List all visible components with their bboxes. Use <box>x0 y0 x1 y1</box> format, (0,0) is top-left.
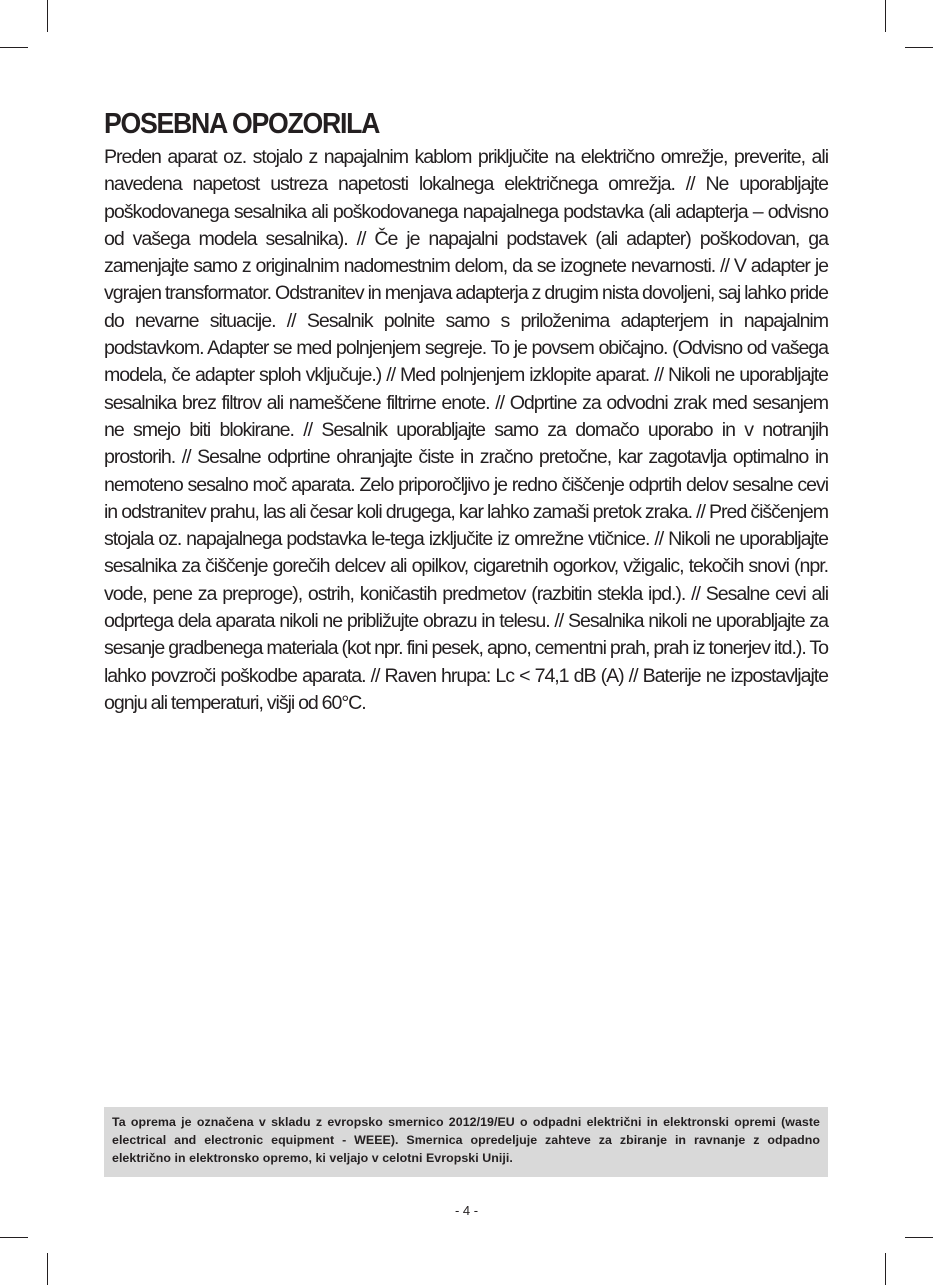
page-title: POSEBNA OPOZORILA <box>104 108 380 140</box>
crop-mark-top-left-vertical <box>47 0 48 32</box>
crop-mark-top-right-vertical <box>885 0 886 32</box>
crop-mark-top-right-horizontal <box>905 47 933 48</box>
page-number: - 4 - <box>454 1203 479 1218</box>
warnings-body: Preden aparat oz. stojalo z napajalnim kablom priključite na električno omrežje, preverite, ali navedena napetost ustreza napetosti lokalnega električnega omrežja. // Ne uporabljajte poškodovanega sesalnika ali poškodovanega napajalnega podstavka (ali adapterja – odvisno od vašega modela sesalnika). // Če je napajalni podstavek (ali adapter) poškodovan, ga zamenjajte samo z originalnim nadomestnim delom, da se izognete nevarnosti. // V adapter je vgrajen transformator. Odstranitev in menjava adapterja z drugim nista dovoljeni, saj lahko pride do nevarne situacije. // Sesalnik polnite samo s priloženima adapterjem in napajalnim podstavkom. Adapter se med polnjenjem segreje. To je povsem običajno. (Odvisno od vašega modela, če adapter sploh vključuje.) // Med polnjenjem izklopite aparat. // Nikoli ne uporabljajte sesalnika brez filtrov ali nameščene filtrirne enote. // Odprtine za odvodni zrak med sesanjem ne smejo biti blokirane. // Sesalnik uporabljajte samo za domačo uporabo in v notranjih prostorih. // Sesalne odprtine ohranjajte čiste in zračno pretočne, kar zagotavlja optimalno in nemoteno sesalno moč aparata. Zelo priporočljivo je redno čiščenje odprtih delov sesalne cevi in odstranitev prahu, las ali česar koli drugega, kar lahko zamaši pretok zraka. // Pred čiščenjem stojala oz. napajalnega podstavka le-tega izključite iz omrežne vtičnice. // Nikoli ne uporabljajte sesalnika za čiščenje gorečih delcev ali opilkov, cigaretnih ogorkov, vžigalic, tekočih snovi (npr. vode, pene za preproge), ostrih, koničastih predmetov (razbitin stekla ipd.). // Sesalne cevi ali odprtega dela aparata nikoli ne približujte obrazu in telesu. // Sesalnika nikoli ne uporabljajte za sesanje gradbenega materiala (kot npr. fini pesek, apno, cementni prah, prah iz tonerjev itd.). To lahko povzroči poškodbe aparata. // Raven hrupa: Lc < 74,1 dB (A) // Baterije ne izpostavljajte ognju ali temperaturi, višji od 60°C. <box>104 146 828 714</box>
crop-mark-bottom-left-vertical <box>47 1253 48 1285</box>
crop-mark-bottom-right-vertical <box>885 1253 886 1285</box>
crop-mark-top-left-horizontal <box>0 47 28 48</box>
crop-mark-bottom-right-horizontal <box>905 1237 933 1238</box>
weee-notice-box: Ta oprema je označena v skladu z evropsko smernico 2012/19/EU o odpadni električni in elektronski opremi (waste electrical and electronic equipment - WEEE). Smernica opredeljuje zahteve za zbiranje in ravnanje z odpadno električno in elektronsko opremo, ki veljajo v celotni Evropski Uniji. <box>104 1107 828 1177</box>
crop-mark-bottom-left-horizontal <box>0 1237 28 1238</box>
